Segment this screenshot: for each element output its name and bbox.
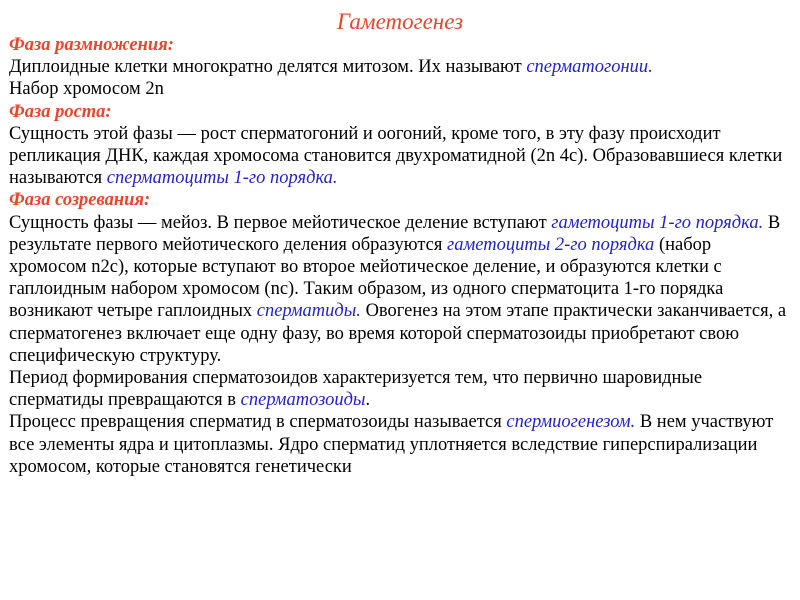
phase2-paragraph xyxy=(9,123,793,190)
spermiogenesis-text-a: Процесс превращения сперматид в сперматозоиды называется xyxy=(9,412,507,433)
phase3-heading: Фаза созревания: xyxy=(9,190,151,211)
formation-text-b: . xyxy=(365,390,371,411)
term-spermatids: сперматиды. xyxy=(256,301,361,322)
phase1-heading: Фаза размножения: xyxy=(9,35,174,55)
formation-paragraph xyxy=(9,367,793,411)
phase3-paragraph xyxy=(9,212,793,367)
slide-body xyxy=(9,34,793,478)
phase3-text-d: Овогенез на этом этапе практически заканчивается, а сперматогенез включает еще одну фазу, во время которой сперматозоиды приобретают свою специфическую структуру. xyxy=(9,301,787,366)
phase3-text-a: Сущность фазы — мейоз. В первое мейотическое деление вступают xyxy=(9,212,552,233)
spermiogenesis-paragraph xyxy=(9,411,793,478)
term-spermatocytes-1: сперматоциты 1-го порядка. xyxy=(106,168,338,189)
phase1-chromosome-set: Набор хромосом 2n xyxy=(9,79,164,100)
slide-title: Гаметогенез xyxy=(336,9,464,34)
term-spermatozoa: сперматозоиды xyxy=(240,390,366,411)
term-spermatogonia: сперматогонии. xyxy=(526,57,653,78)
formation-text-a: Период формирования сперматозоидов характеризуется тем, что первично шаровидные сперматиды превращаются в xyxy=(9,368,703,411)
phase3-text-b: В результате первого мейотического деления образуются xyxy=(9,212,781,255)
term-spermiogenesis: спермиогенезом. xyxy=(506,412,636,433)
phase2-text-a: Сущность этой фазы — рост сперматогоний и оогоний, кроме того, в эту фазу происходит репликация ДНК, каждая хромосома становится двухроматидной (2n 4c). Образовавшиеся клетки называются xyxy=(9,123,783,189)
phase3-text-c: (набор хромосом n2c), которые вступают во второе мейотическое деление, и образуются клетки с гаплоидным набором хромосом (nc). Таким образом, из одного сперматоцита 1-го порядка возникают четыре гаплоидных xyxy=(9,234,724,322)
phase1-text-a: Диплоидные клетки многократно делятся митозом. Их называют xyxy=(9,57,527,78)
term-gametocytes-1: гаметоциты 1-го порядка. xyxy=(551,212,764,233)
spermiogenesis-text-b: В нем участвуют все элементы ядра и цитоплазмы. Ядро сперматид уплотняется вследствие гиперспирализации хромосом, которые становятся генетически xyxy=(9,412,774,477)
phase2-heading: Фаза роста: xyxy=(9,101,112,122)
term-gametocytes-2: гаметоциты 2-го порядка xyxy=(447,234,655,255)
phase1-paragraph xyxy=(9,56,793,78)
